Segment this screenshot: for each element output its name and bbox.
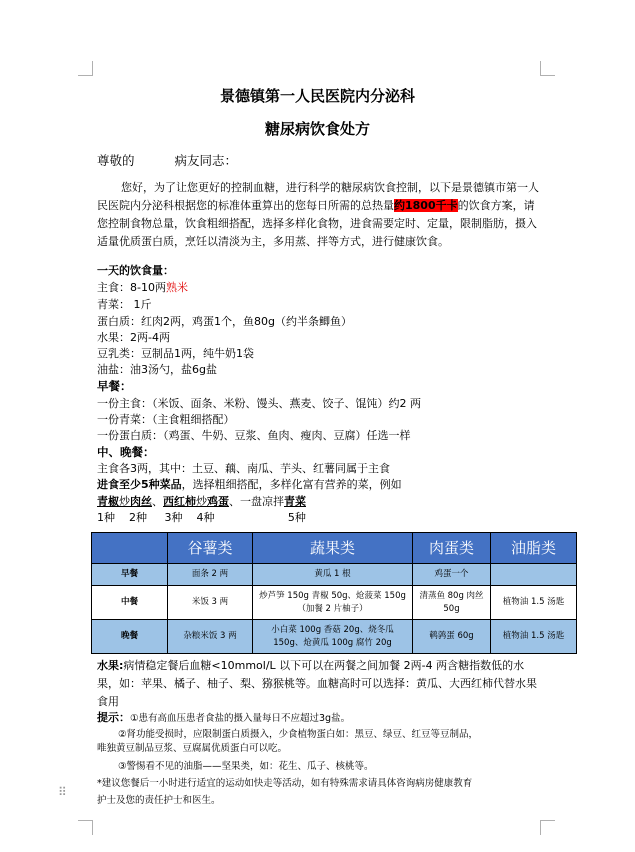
tip-line: 护士及您的责任护士和医生。 [97, 795, 221, 806]
daily-fruit: 水果：2两-4两 [97, 331, 170, 344]
diet-table [91, 532, 577, 654]
meal-name: 中餐 [92, 586, 168, 620]
table-row [92, 564, 577, 586]
table-header-row [92, 533, 577, 564]
table-cell: 鹌鹑蛋 60g [413, 620, 491, 654]
table-header-cell [92, 533, 168, 564]
dish-counts: 1种 2种 3种 4种 5种 [97, 511, 306, 524]
table-cell [491, 564, 577, 586]
table-cell: 鸡蛋一个 [413, 564, 491, 586]
table-header-cell: 肉蛋类 [413, 533, 491, 564]
tip-line: 唯独黄豆制品豆浆、豆腐属优质蛋白可以吃。 [97, 743, 288, 754]
tip-line: ②肾功能受损时，应限制蛋白质摄入，少食植物蛋白如：黑豆、绿豆、红豆等豆制品， [118, 729, 479, 740]
breakfast-line: 一份蛋白质：（鸡蛋、牛奶、豆浆、鱼肉、瘦肉、豆腐）任选一样 [97, 429, 411, 442]
table-row [92, 586, 577, 620]
meal-name: 早餐 [92, 564, 168, 586]
table-header-cell: 蔬果类 [253, 533, 413, 564]
hospital-title: 景德镇第一人民医院内分泌科 [219, 87, 415, 105]
table-cell: 米饭 3 两 [168, 586, 253, 620]
table-row [92, 620, 577, 654]
dish-examples: 青椒炒肉丝、西红柿炒鸡蛋、一盘凉拌青菜 [97, 495, 306, 508]
breakfast-heading: 早餐： [97, 379, 132, 393]
table-cell: 清蒸鱼 80g 肉丝 50g [413, 586, 491, 620]
daily-staple: 主食：8-10两熟米 [97, 281, 188, 294]
table-cell: 植物油 1.5 汤匙 [491, 620, 577, 654]
tip-line: 提示：①患有高血压患者食盐的摄入量每日不应超过3g盐。 [97, 711, 351, 724]
lunch-dinner-line: 主食各3两，其中：土豆、藕、南瓜、芋头、红薯同属于主食 [97, 462, 390, 475]
breakfast-line: 一份青菜：（主食粗细搭配） [97, 413, 235, 426]
breakfast-line: 一份主食：（米饭、面条、米粉、馒头、燕麦、饺子、馄饨）约2 两 [97, 397, 421, 410]
page-corner-mark [78, 61, 93, 76]
fruit-note: 水果:病情稳定餐后血糖<10mmol/L 以下可以在两餐之间加餐 2两-4 两含糖指数低的水果，如：苹果、橘子、柚子、梨、猕猴桃等。血糖高时可以选择：黄瓜、大西红柿代替水果食用 [97, 659, 537, 708]
lunch-dinner-heading: 中、晚餐： [97, 445, 155, 459]
table-header-cell: 油脂类 [491, 533, 577, 564]
table-cell: 杂粮米饭 3 两 [168, 620, 253, 654]
page-corner-mark [540, 820, 555, 835]
page-corner-mark [78, 820, 93, 835]
daily-oil-salt: 油盐：油3汤勺，盐6g盐 [97, 363, 217, 376]
daily-vegetables: 青菜： 1斤 [97, 298, 152, 311]
document-title: 糖尿病饮食处方 [264, 120, 370, 138]
table-cell: 炒芦笋 150g 青椒 50g、炝菠菜 150g（加餐 2 片柚子） [253, 586, 413, 620]
daily-heading: 一天的饮食量： [97, 264, 174, 277]
greeting: 尊敬的 病友同志： [97, 153, 238, 168]
intro-paragraph: 您好，为了让您更好的控制血糖，进行科学的糖尿病饮食控制，以下是景德镇市第一人民医院内分泌科根据您的标准体重算出的您每日所需的总热量约1800千卡的饮食方案，请您控制食物总量，饮食粗细搭配，选择多样化食物，进食需要定时、定量，限制脂肪，摄入适量优质蛋白质，烹饪以清淡为主，多用蒸、拌等方式，进行健康饮食。 [97, 181, 539, 248]
table-cell: 小白菜 100g 香菇 20g、烧冬瓜 150g、炝黄瓜 100g 腐竹 20g [253, 620, 413, 654]
table-cell: 黄瓜 1 根 [253, 564, 413, 586]
tip-line: *建议您餐后一小时进行适宜的运动如快走等活动，如有特殊需求请具体咨询病房健康教育 [97, 778, 473, 789]
lunch-dinner-line: 进食至少5种菜品，选择粗细搭配，多样化富有营养的菜，例如 [97, 478, 402, 491]
table-header-cell: 谷薯类 [168, 533, 253, 564]
drag-handle-icon[interactable]: ⠿ [58, 785, 68, 799]
table-cell: 植物油 1.5 汤匙 [491, 586, 577, 620]
meal-name: 晚餐 [92, 620, 168, 654]
daily-protein: 蛋白质：红肉2两，鸡蛋1个，鱼80g（约半条鲫鱼） [97, 315, 352, 328]
tip-line: ③警惕看不见的油脂——坚果类，如：花生、瓜子、核桃等。 [118, 761, 374, 772]
daily-dairy: 豆乳类：豆制品1两，纯牛奶1袋 [97, 347, 254, 360]
page-corner-mark [540, 61, 555, 76]
table-cell: 面条 2 两 [168, 564, 253, 586]
